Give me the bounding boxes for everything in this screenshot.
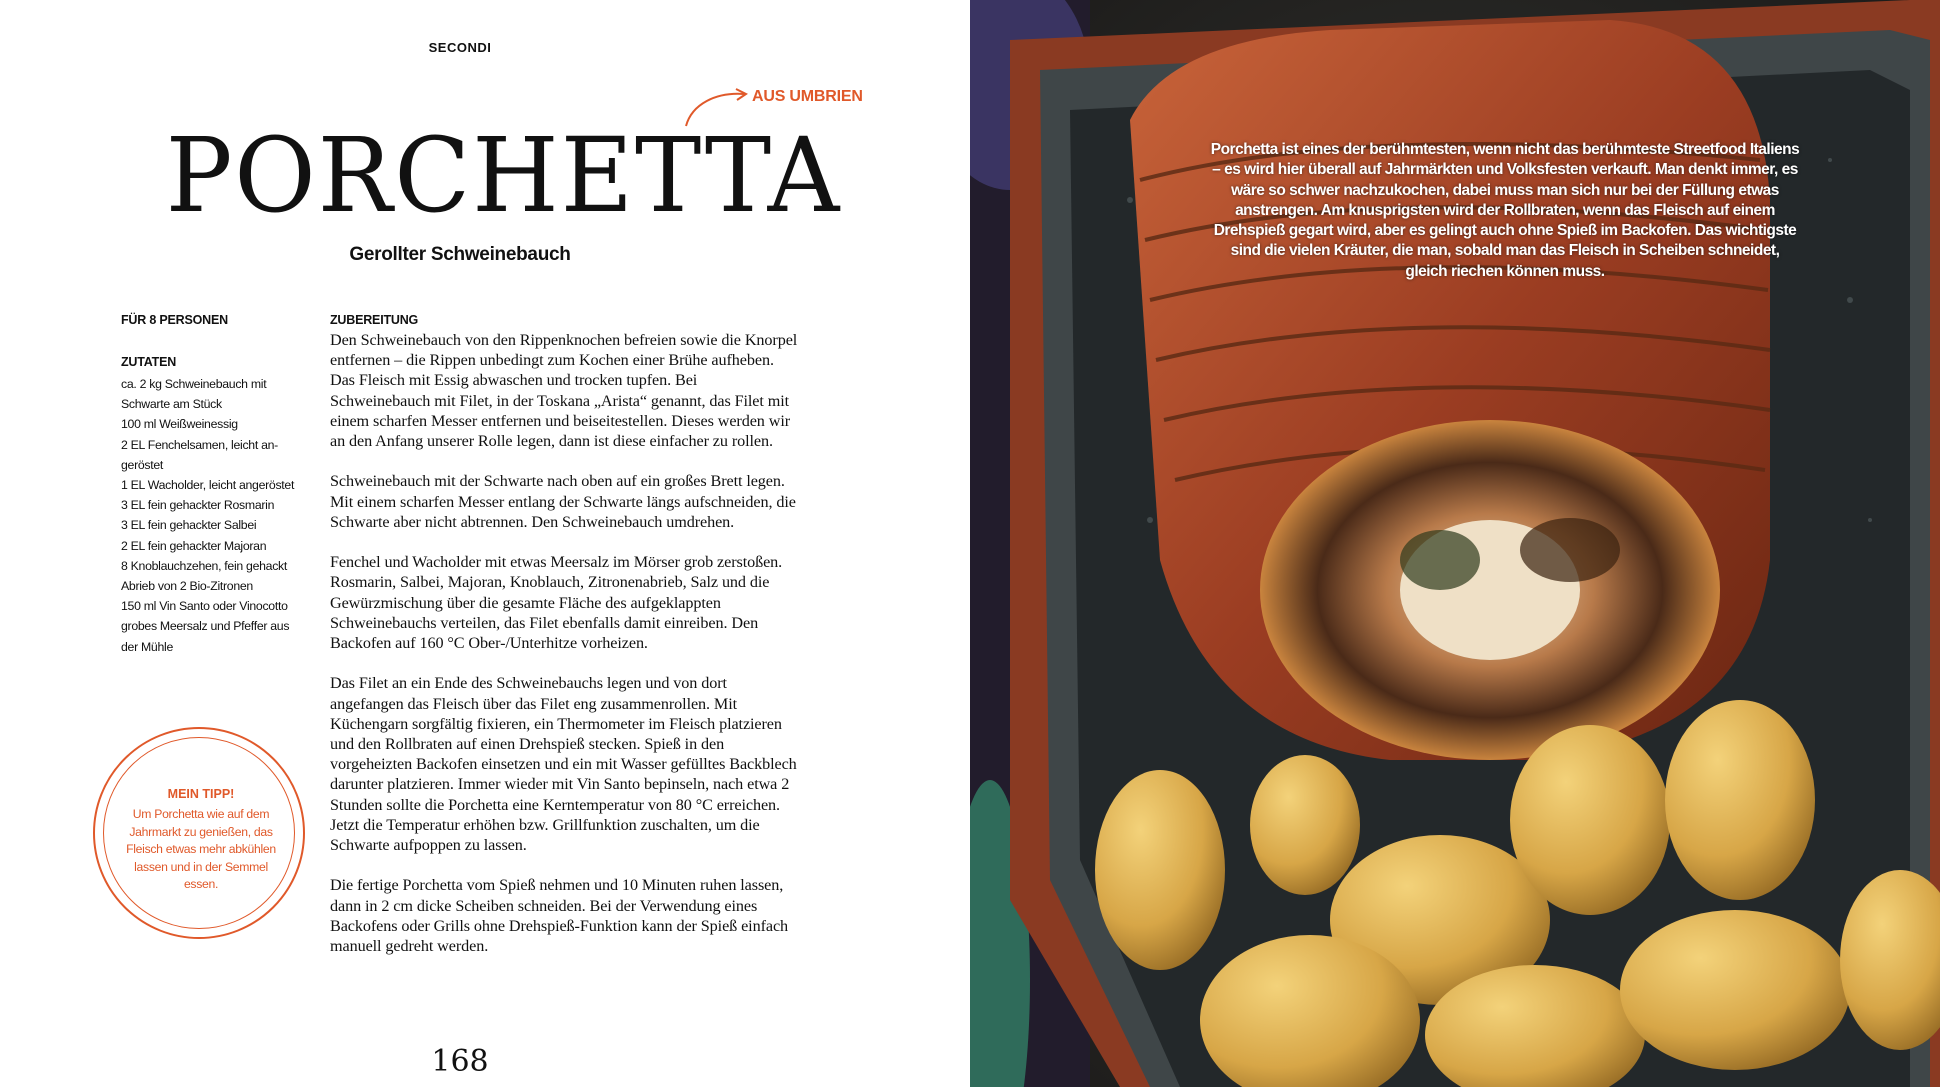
ingredient-item: 3 EL fein gehackter Rosmarin — [121, 498, 275, 513]
preparation-steps — [330, 330, 800, 976]
preparation-step: Das Filet an ein Ende des Schweinebauchs legen und von dort angefangen das Fleisch über das Filet eng zusammenrollen. Mit Küchengarn sorgfältig fixieren, ein Thermometer im Fleisch platzieren und den Rollbraten auf einen Drehspieß stecken. Spieß in den vorgeheizten Backofen einsetzen und ein mit Wasser gefülltes Backblech darunter platzieren. Immer wieder mit Vin Santo bepinseln, nach etwa 2 Stunden sollte die Porchetta eine Kerntemperatur von 80 °C erreichen. Jetzt die Temperatur erhöhen bzw. Grillfunktion zuschalten, um die Schwarte aufpoppen zu lassen. — [330, 674, 797, 855]
ingredient-item: 2 EL fein gehackter Majoran — [121, 538, 267, 553]
ingredients-heading: ZUTATEN — [121, 355, 177, 369]
preparation-step: Den Schweinebauch von den Rippenknochen befreien sowie die Knorpel entfernen – die Rippen unbedingt zum Kochen einer Brühe aufheben. Das Fleisch mit Essig abwaschen und trocken tupfen. Bei Schweinebauch mit Filet, in der Toskana „Arista“ genannt, das Filet mit einem scharfen Messer entfernen und beiseitestellen. Dieses werden wir an den Anfang unserer Rolle legen, dann ist diese einfacher zu rollen. — [330, 331, 798, 451]
ingredient-item: geröstet — [121, 457, 164, 472]
preparation-step: Die fertige Porchetta vom Spieß nehmen und 10 Minuten ruhen lassen, dann in 2 cm dicke Scheiben schneiden. Bei der Verwendung eines Backofens oder Grills ohne Drehspieß-Funktion kann der Spieß einfach manuell gedreht werden. — [330, 876, 789, 956]
intro-text: Porchetta ist eines der berühmtesten, wenn nicht das berühmteste Streetfood Italiens – es wird hier überall auf Jahrmärkten und Volksfesten verkauft. Man denkt immer, es wäre so schwer nachzukochen, dabei muss man sich nur bei der Füllung etwas anstrengen. Am knusprigsten wird der Rollbraten, wenn das Fleisch auf einem Drehspieß gegart wird, aber es gelingt auch ohne Spieß im Backofen. Das wichtigste sind die vielen Kräuter, die man, sobald man das Fleisch in Scheiben schneidet, gleich riechen können muss. — [1210, 141, 1800, 280]
section-label: SECONDI — [428, 40, 492, 55]
preparation-heading: ZUBEREITUNG — [330, 313, 419, 327]
ingredient-item: der Mühle — [121, 639, 173, 654]
recipe-subtitle: Gerollter Schweinebauch — [349, 244, 571, 265]
right-page — [970, 0, 1940, 1087]
tip-text: Um Porchetta wie auf dem Jahrmarkt zu genießen, das Fleisch etwas mehr abkühlen lassen und in der Semmel essen. — [126, 807, 276, 891]
ingredient-item: grobes Meersalz und Pfeffer aus — [121, 619, 290, 634]
tip-heading: MEIN TIPP! — [167, 787, 235, 801]
ingredient-item: Schwarte am Stück — [121, 397, 222, 412]
ingredient-item: 150 ml Vin Santo oder Vinocotto — [121, 599, 288, 614]
servings-label: FÜR 8 PERSONEN — [121, 313, 228, 327]
ingredient-item: 2 EL Fenchelsamen, leicht an- — [121, 437, 278, 452]
tip-badge — [93, 727, 305, 939]
ingredient-item: 1 EL Wacholder, leicht angeröstet — [121, 478, 295, 493]
preparation-step: Fenchel und Wacholder mit etwas Meersalz im Mörser grob zerstoßen. Rosmarin, Salbei, Majoran, Knoblauch, Zitronenabrieb, Salz und die Gewürzmischung über die gesamte Fläche des aufgeklappten Schweinebauchs verteilen, das Filet ebenfalls damit einreiben. Den Backofen auf 160 °C Ober-/Unterhitze vorheizen. — [330, 553, 783, 653]
preparation-step: Schweinebauch mit der Schwarte nach oben auf ein großes Brett legen. Mit einem scharfen Messer entlang der Schwarte längs aufschneiden, die Schwarte aber nicht abtrennen. Den Schweinebauch umdrehen. — [330, 472, 796, 531]
page-number: 168 — [431, 1044, 489, 1079]
origin-label: AUS UMBRIEN — [752, 88, 863, 105]
recipe-title: PORCHETTA — [165, 117, 842, 236]
ingredient-item: ca. 2 kg Schweinebauch mit — [121, 377, 267, 391]
ingredient-item: Abrieb von 2 Bio-Zitronen — [121, 579, 253, 594]
ingredients-list — [121, 374, 321, 657]
ingredient-item: 8 Knoblauchzehen, fein gehackt — [121, 558, 288, 573]
ingredient-item: 100 ml Weißweinessig — [121, 417, 238, 432]
ingredient-item: 3 EL fein gehackter Salbei — [121, 518, 257, 533]
